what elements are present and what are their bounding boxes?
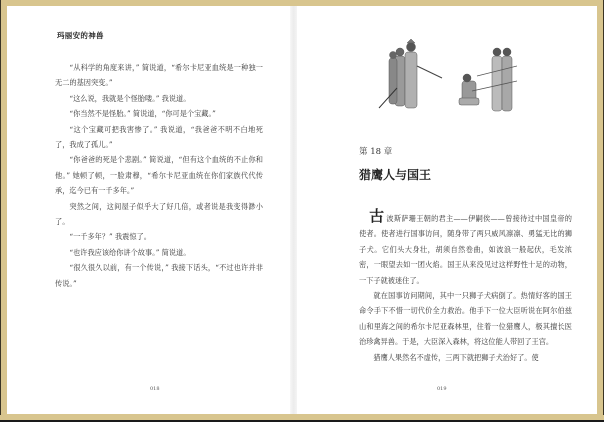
chapter-title: 猎鹰人与国王	[359, 168, 432, 182]
running-head: 玛丽安的神兽	[57, 31, 104, 40]
drop-cap: 古	[369, 207, 385, 225]
right-page[interactable]	[297, 6, 597, 414]
king-and-hunters-illustration	[367, 36, 517, 116]
paragraph: 猎鹰人果然名不虚传，三两下就把狮子犬治好了。使	[373, 352, 539, 362]
chapter-number: 第 18 章	[359, 147, 393, 157]
paragraph: 就在国事访问期间，其中一只狮子犬病倒了。热情好客的国王命令手下不惜一切代价全力救治。他手下一位大臣听说在阿尔伯兹山和里海之间的希尔卡尼亚森林里，住着一位猎鹰人，极其擅长医治珍禽异兽。于是，大臣深入森林，将这位能人带回了王宫。	[359, 291, 572, 347]
book-spine	[290, 6, 297, 414]
frame-edge-left	[0, 0, 1, 415]
book-spread	[7, 6, 597, 414]
paragraph: “这个宝藏可把我害惨了。” 我说道，“我爸爸不明不白地死了，我成了孤儿。”	[55, 124, 263, 150]
paragraph: “从科学的角度来讲，” 简说道，“希尔卡尼亚血统是一种独一无二的基因突变。”	[55, 63, 263, 88]
paragraph: “你当然不是怪胎。” 简说道，“你可是个宝藏。”	[69, 109, 216, 119]
paragraph: “这么说，我就是个怪胎喽。” 我说道。	[69, 93, 191, 103]
paragraph: “很久很久以前，有一个传说，” 我接下话头，“不过也许并非传说。”	[55, 263, 263, 288]
paragraph: “也许我应该给你讲个故事。” 简说道。	[69, 247, 191, 257]
page-number-right: 019	[437, 386, 447, 392]
paragraph: 古波斯萨珊王朝的君主——伊嗣俟——曾接待过中国皇帝的使者。使者进行国事访问，随身带了两只威风凛凛、勇猛无比的狮子犬。它们头大身壮，胡须自然卷曲，如波浪一般起伏，毛发浓密，一眼望去如一团火焰。国王从来没见过这样野性十足的动物，一下子就被迷住了。	[359, 207, 572, 285]
paragraph: “一千多年？” 我震惊了。	[69, 232, 151, 242]
left-page[interactable]	[7, 6, 290, 414]
right-page-body	[359, 207, 572, 365]
paragraph: “你爸爸的死是个悲剧。” 简说道，“但有这个血统的不止你和他。” 她顿了顿，一脸肃穆，“希尔卡尼亚血统在你们家族代代传承，迄今已有一千多年。”	[55, 155, 263, 196]
left-page-body	[55, 60, 263, 291]
page-number-left: 018	[150, 386, 160, 392]
paragraph: 突然之间，这间屋子似乎大了好几倍，或者说是我变得渺小了。	[55, 201, 263, 227]
